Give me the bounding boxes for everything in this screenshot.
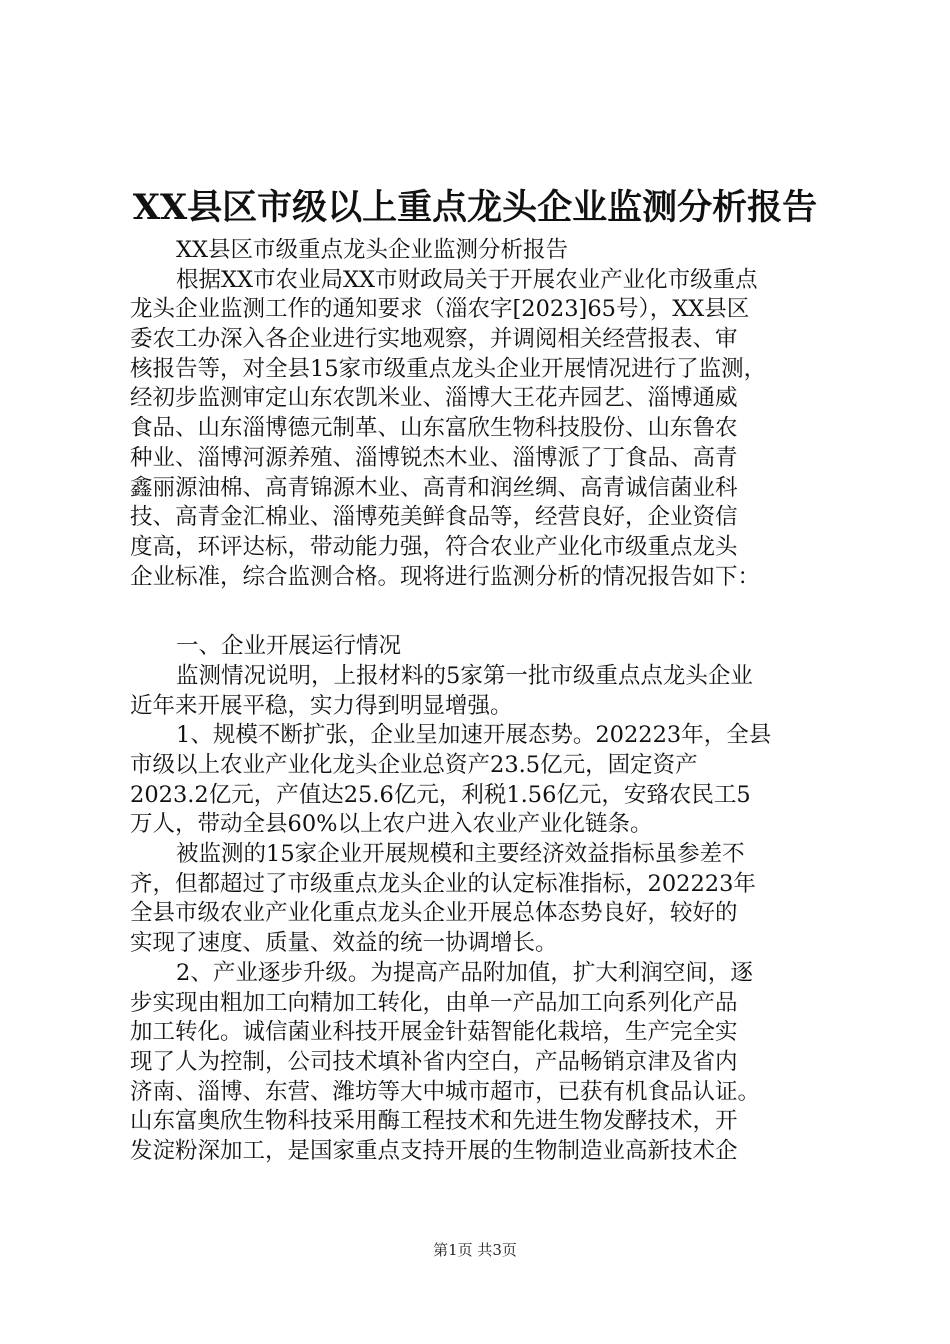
document-body: [130, 236, 820, 1167]
paragraph-line: 发淀粉深加工，是国家重点支持开展的生物制造业高新技术企: [130, 1137, 738, 1164]
paragraph-line: 步实现由粗加工向精加工转化，由单一产品加工向系列化产品: [130, 989, 738, 1016]
section-heading: 一、企业开展运行情况: [176, 633, 402, 660]
paragraph-line: 1、规模不断扩张，企业呈加速开展态势。202223年，全县: [176, 722, 772, 749]
paragraph-line: 根据XX市农业局XX市财政局关于开展农业产业化市级重点: [176, 266, 758, 293]
paragraph-gap: [130, 592, 820, 632]
paragraph-line: 企业标准，综合监测合格。现将进行监测分析的情况报告如下：: [130, 563, 761, 590]
paragraph-line: 种业、淄博河源养殖、淄博锐杰木业、淄博派了丁食品、高青: [130, 444, 738, 471]
paragraph-line: 经初步监测审定山东农凯米业、淄博大王花卉园艺、淄博通威: [130, 385, 738, 412]
paragraph-line: 度高，环评达标，带动能力强，符合农业产业化市级重点龙头: [130, 533, 738, 560]
paragraph-line: 齐，但都超过了市级重点龙头企业的认定标准指标，202223年: [130, 870, 756, 897]
paragraph-line: 近年来开展平稳，实力得到明显增强。: [130, 692, 513, 719]
paragraph-line: 技、高青金汇棉业、淄博苑美鲜食品等，经营良好，企业资信: [130, 504, 738, 531]
paragraph-line: 万人，带动全县60%以上农户进入农业产业化链条。: [130, 811, 653, 838]
page-title: XX县区市级以上重点龙头企业监测分析报告: [132, 187, 818, 228]
subtitle-line: XX县区市级重点龙头企业监测分析报告: [176, 237, 569, 263]
paragraph-line: 2、产业逐步升级。为提高产品附加值，扩大利润空间，逐: [176, 959, 753, 986]
paragraph-line: 市级以上农业产业化龙头企业总资产23.5亿元，固定资产: [130, 752, 698, 778]
paragraph-line: 龙头企业监测工作的通知要求（淄农字[2023]65号），XX县区: [130, 296, 750, 323]
paragraph-line: 加工转化。诚信菌业科技开展金针菇智能化栽培，生产完全实: [130, 1019, 738, 1046]
paragraph-line: 食品、山东淄博德元制革、山东富欣生物科技股份、山东鲁农: [130, 415, 738, 442]
paragraph-line: 现了人为控制，公司技术填补省内空白，产品畅销京津及省内: [130, 1048, 738, 1075]
paragraph-line: 山东富奥欣生物科技采用酶工程技术和先进生物发酵技术，开: [130, 1108, 738, 1135]
paragraph-line: 鑫丽源油棉、高青锦源木业、高青和润丝绸、高青诚信菌业科: [130, 474, 738, 501]
paragraph-line: 监测情况说明，上报材料的5家第一批市级重点点龙头企业: [176, 662, 753, 689]
paragraph-line: 委农工办深入各企业进行实地观察，并调阅相关经营报表、审: [130, 326, 738, 353]
paragraph-line: 2023.2亿元，产值达25.6亿元，利税1.56亿元，安臵农民工5: [130, 781, 751, 808]
paragraph-line: 被监测的15家企业开展规模和主要经济效益指标虽参差不: [176, 841, 745, 868]
page-number-footer: 第1页 共3页: [433, 1241, 517, 1259]
paragraph-line: 全县市级农业产业化重点龙头企业开展总体态势良好，较好的: [130, 900, 738, 927]
paragraph-line: 核报告等，对全县15家市级重点龙头企业开展情况进行了监测，: [130, 355, 767, 382]
paragraph-line: 实现了速度、质量、效益的统一协调增长。: [130, 930, 558, 957]
paragraph-line: 济南、淄博、东营、潍坊等大中城市超市，已获有机食品认证。: [130, 1078, 761, 1105]
